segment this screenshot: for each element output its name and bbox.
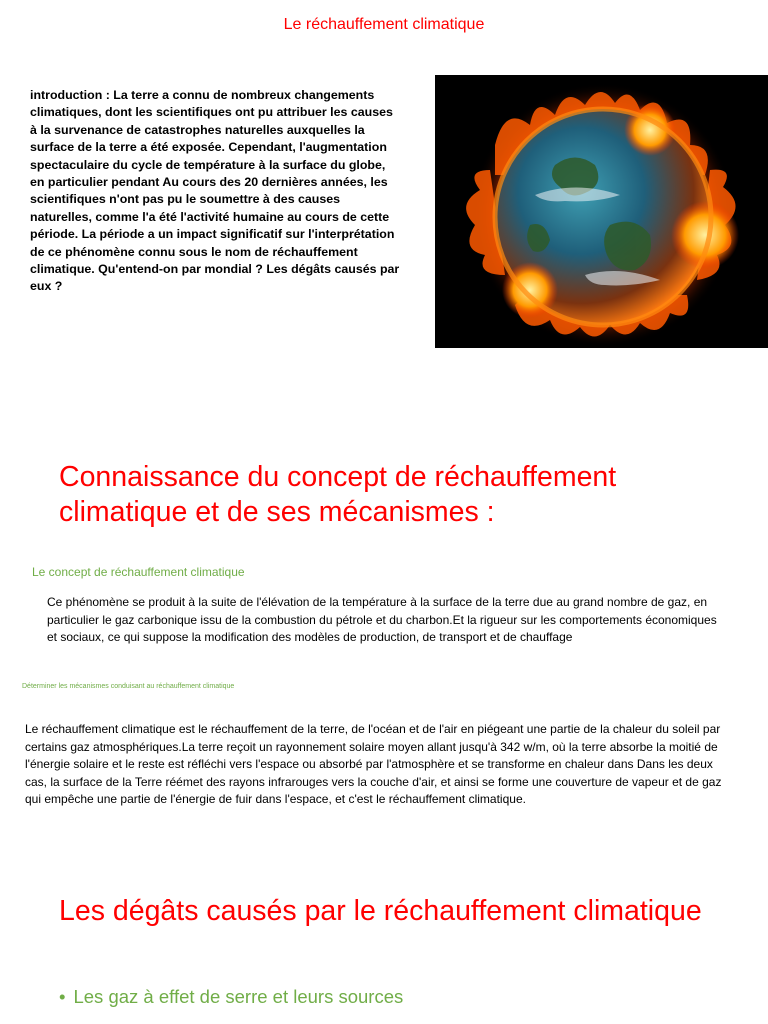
concept-paragraph: Ce phénomène se produit à la suite de l'élévation de la température à la surface de la terre due au grand nombre de gaz, en particulier le gaz carbonique issu de la combustion du pétrole et du charbon.Et la rigueur sur les comportements économiques et sociaux, ce qui suppose la modification des modèles de production, de transport et de chauffage <box>47 595 717 645</box>
mechanisms-paragraph: Le réchauffement climatique est le réchauffement de la terre, de l'océan et de l'air en piégeant une partie de la chaleur du soleil par certains gaz atmosphériques.La terre reçoit un rayonnement solaire moyen allant jusqu'à 342 w/m, où la terre absorbe la moitié de l'énergie solaire et le reste est réfléchi vers l'espace ou absorbé par l'atmosphère et se transforme en chaleur dans Dans les deux cas, la surface de la Terre réémet des rayons infrarouges vers la couche d'air, et ainsi se forme une couverture de vapeur et de gaz qui empêche une partie de l'énergie de fuir dans l'espace, et c'est le réchauffement climatique. <box>25 722 722 807</box>
subheading-concept: Le concept de réchauffement climatique <box>32 565 245 579</box>
bullet-greenhouse-gases: • Les gaz à effet de serre et leurs sources <box>59 986 403 1008</box>
damages-bullet-list <box>59 986 403 1008</box>
introduction-paragraph: introduction : La terre a connu de nombreux changements climatiques, dont les scientifiques ont pu attribuer les causes à la survenance de catastrophes naturelles auxquelles la surface de la terre a été exposée. Cependant, l'augmentation spectaculaire du cycle de température à la surface du globe, en particulier pendant Au cours des 20 dernières années, les scientifiques n'ont pas pu le soumettre à des causes naturelles, comme l'a été l'activité humaine au cours de cette période. La période a un impact significatif sur l'interprétation de ce phénomène connu sous le nom de réchauffement climatique. Qu'entend-on par mondial ? Les dégâts causés par eux ? <box>30 88 400 294</box>
subheading-mechanisms: Déterminer les mécanismes conduisant au réchauffement climatique <box>22 683 235 690</box>
section-heading-damages: Les dégâts causés par le réchauffement climatique <box>59 895 702 927</box>
section-heading-concept: Connaissance du concept de réchauffement climatique et de ses mécanismes : <box>59 461 617 528</box>
page-title: Le réchauffement climatique <box>283 16 485 33</box>
burning-earth-image <box>435 75 768 348</box>
